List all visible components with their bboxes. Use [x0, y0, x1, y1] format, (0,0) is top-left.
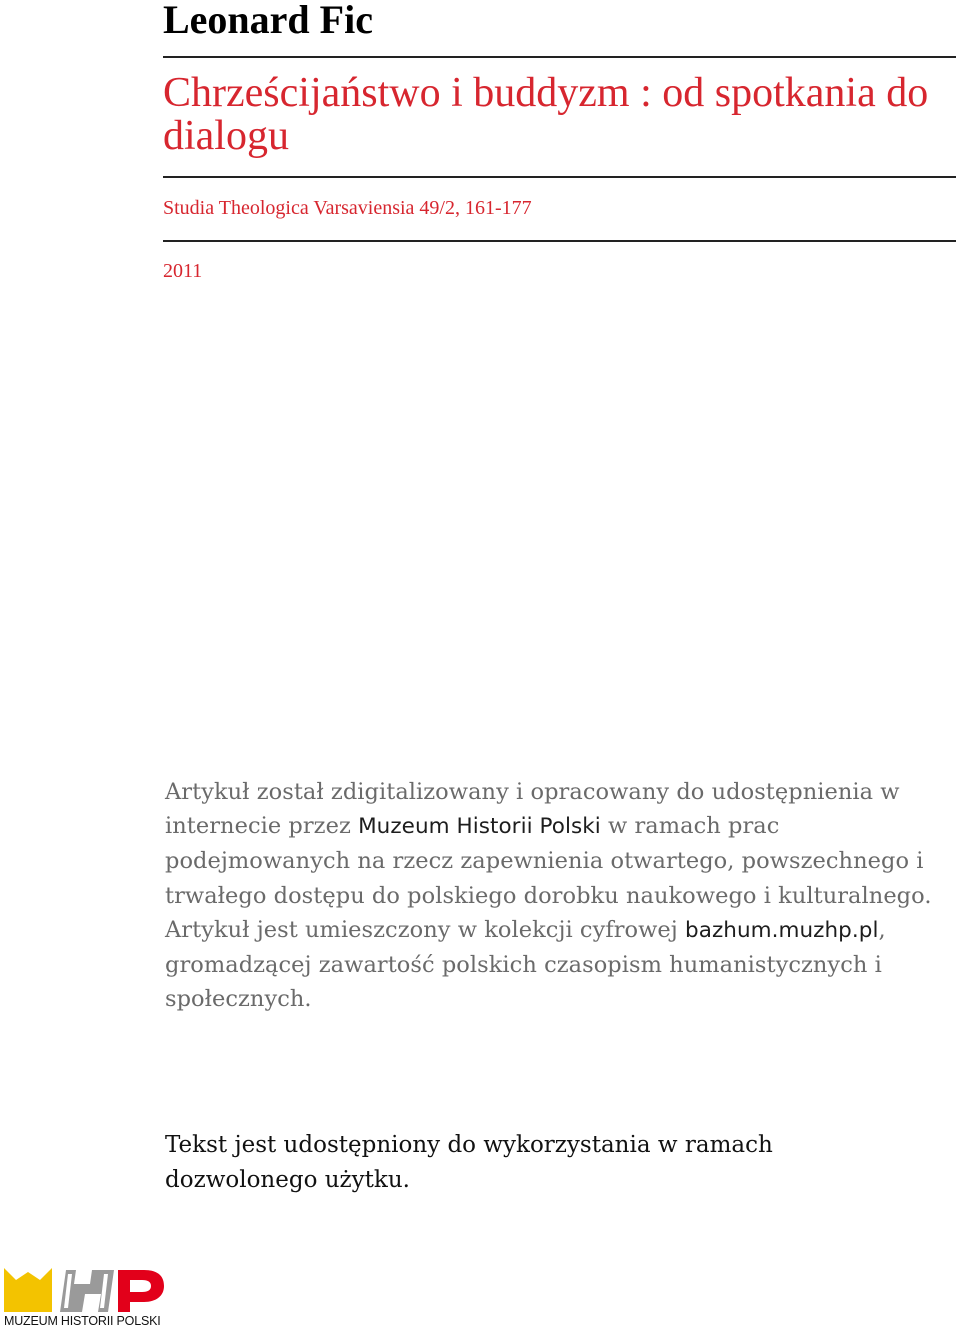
logo-label: MUZEUM HISTORII POLSKI	[4, 1314, 161, 1328]
logo-yellow-mark	[4, 1268, 52, 1312]
museum-name: Muzeum Historii Polski	[358, 814, 601, 840]
note-middle: w ramach prac podejmowanych na rzecz zapewnienia otwartego, powszechnego i trwałego dostępu do polskiego dorobku naukowego i kulturalnego. Artykuł jest umieszczony w kolekcji cyfrowej	[165, 813, 932, 943]
note-end: , gromadzącej zawartość polskich czasopism humanistycznych i społecznych.	[165, 916, 886, 1013]
author-name: Leonard Fic	[163, 0, 373, 42]
logo-gray-mark	[60, 1270, 114, 1312]
note-intro: Artykuł został zdigitalizowany i opracowany do udostępnienia w internecie przez	[165, 779, 900, 840]
divider	[163, 176, 956, 178]
logo-red-mark	[118, 1270, 164, 1312]
publication-year: 2011	[163, 260, 203, 282]
digitization-note	[165, 775, 945, 1016]
license-note: Tekst jest udostępniony do wykorzystania w ramach dozwolonego użytku.	[165, 1132, 773, 1193]
divider	[163, 240, 956, 242]
article-title: Chrześcijaństwo i buddyzm : od spotkania do dialogu	[163, 70, 929, 159]
journal-citation: Studia Theologica Varsaviensia 49/2, 161-177	[163, 197, 532, 219]
site-link[interactable]: bazhum.muzhp.pl	[685, 917, 879, 943]
divider	[163, 56, 956, 58]
